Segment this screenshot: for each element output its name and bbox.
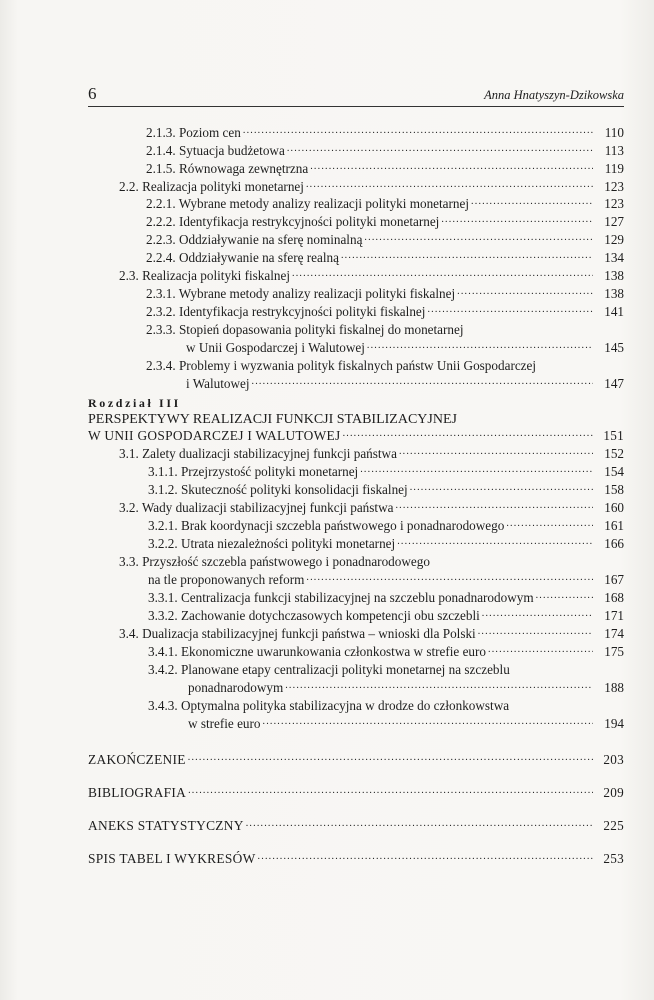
toc-entry-title: 2.3. Realizacja polityki fiskalnej [119,268,291,283]
toc-dot-leader [360,464,593,480]
toc-entry-page: 152 [604,446,624,461]
toc-entry [119,268,624,284]
toc-entry-page: 151 [603,428,624,443]
toc-dot-leader [292,268,593,284]
toc-entry [146,143,624,159]
toc-entry-title: 3.1. Zalety dualizacji stabilizacyjnej funkcji państwa [119,446,397,461]
toc-entry [119,179,624,195]
toc-entry [146,125,624,141]
toc-dot-leader [306,179,593,195]
toc-entry [146,304,624,320]
toc-entry-page: 225 [603,818,624,833]
toc-entry [119,446,624,462]
toc-entry-page: 145 [604,340,624,355]
toc-entry-page: 166 [604,536,624,551]
toc-entry [148,572,624,588]
toc-dot-leader [399,446,593,462]
toc-entry-page: 134 [604,250,624,265]
toc-entry-title: ANEKS STATYSTYCZNY [88,818,244,833]
toc-entry-page: 141 [604,304,624,319]
toc-entry-page: 175 [604,644,624,659]
toc-entry-title: 3.4.1. Ekonomiczne uwarunkowania członkostwa w strefie euro [148,644,487,659]
toc-entry [148,608,624,624]
chapter-title-line-1: PERSPEKTYWY REALIZACJI FUNKCJI STABILIZACYJNEJ [88,412,457,427]
chapter-title-line-2: W UNII GOSPODARCZEJ I WALUTOWEJ [88,428,341,443]
toc-dot-leader [471,196,593,212]
toc-dot-leader [536,590,593,606]
toc-entry-title: 2.2.2. Identyfikacja restrykcyjności polityki monetarnej [146,214,440,229]
toc-dot-leader [397,536,593,552]
toc-entry [146,250,624,266]
toc-dot-leader [482,608,593,624]
toc-dot-leader [243,125,593,141]
toc-entry-page: 174 [604,626,624,641]
toc-entry-title: 2.3.1. Wybrane metody analizy realizacji polityki fiskalnej [146,286,456,301]
toc-entry [188,716,624,732]
toc-entry [119,500,624,516]
toc-dot-leader [188,785,593,801]
toc-entry-page: 188 [604,680,624,695]
toc-entry-page: 209 [603,785,624,800]
toc-entry [119,626,624,642]
toc-entry-title: BIBLIOGRAFIA [88,785,187,800]
toc-entry-title: w strefie euro [188,716,261,731]
toc-dot-leader [478,626,593,642]
toc-entry-page: 138 [604,286,624,301]
toc-entry-title: 2.3.4. Problemy i wyzwania polityk fiskalnych państw Unii Gospodarczej [146,358,537,373]
toc-entry [146,232,624,248]
toc-entry [148,590,624,606]
toc-dot-leader [427,304,593,320]
toc-entry [148,482,624,498]
toc-entry-title: 3.3.1. Centralizacja funkcji stabilizacyjnej na szczeblu ponadnarodowym [148,590,534,605]
toc-entry-title: 3.4.2. Planowane etapy centralizacji polityki monetarnej na szczeblu [148,662,510,677]
toc-dot-leader [395,500,593,516]
toc-entry [88,785,624,801]
toc-entry-title: 3.2.1. Brak koordynacji szczebla państwowego i ponadnarodowego [148,518,505,533]
toc-entry [148,464,624,480]
toc-entry-page: 161 [604,518,624,533]
toc-dot-leader [506,518,593,534]
toc-dot-leader [488,644,593,660]
running-header-author: Anna Hnatyszyn-Dzikowska [484,88,624,102]
toc-dot-leader [252,376,593,392]
toc-dot-leader [364,232,593,248]
toc-entry [88,752,624,768]
toc-entry-page: 147 [604,376,624,391]
toc-entry-title: w Unii Gospodarczej i Walutowej [186,340,365,355]
toc-entry-page: 154 [604,464,624,479]
toc-entry-page: 113 [604,143,624,158]
toc-entry-title: 3.4. Dualizacja stabilizacyjnej funkcji państwa – wnioski dla Polski [119,626,476,641]
toc-dot-leader [367,340,593,356]
toc-dot-leader [246,818,593,834]
toc-entry-page: 123 [604,196,624,211]
toc-entry [146,286,624,302]
toc-entry-title: 3.2. Wady dualizacji stabilizacyjnej funkcji państwa [119,500,394,515]
toc-entry [146,196,624,212]
toc-entry-title: 3.2.2. Utrata niezależności polityki monetarnej [148,536,396,551]
toc-dot-leader [457,286,593,302]
toc-dot-leader [343,428,593,444]
toc-entry-page: 168 [604,590,624,605]
toc-entry-page: 203 [603,752,624,767]
toc-entry-page: 138 [604,268,624,283]
toc-dot-leader [188,752,593,768]
toc-entry-page: 123 [604,179,624,194]
toc-entry-title: na tle proponowanych reform [148,572,305,587]
toc-entry-page: 110 [604,125,624,140]
toc-entry-title: SPIS TABEL I WYKRESÓW [88,851,256,866]
toc-entry [146,161,624,177]
toc-entry [186,376,624,392]
toc-entry-title: 3.3.2. Zachowanie dotychczasowych kompetencji obu szczebli [148,608,480,623]
toc-entry-title: 2.2.4. Oddziaływanie na sferę realną [146,250,339,265]
toc-entry-page: 253 [603,851,624,866]
toc-entry-title: 2.2.1. Wybrane metody analizy realizacji polityki monetarnej [146,196,470,211]
toc-entry-title: 2.1.3. Poziom cen [146,125,241,140]
toc-entry-title: 3.3. Przyszłość szczebla państwowego i ponadnarodowego [119,554,430,569]
toc-entry-page: 119 [604,161,624,176]
toc-entry [148,518,624,534]
toc-dot-leader [410,482,593,498]
toc-dot-leader [306,572,593,588]
toc-entry-page: 167 [604,572,624,587]
toc-entry-title: 2.3.2. Identyfikacja restrykcyjności polityki fiskalnej [146,304,426,319]
toc-entry-page: 129 [604,232,624,247]
toc-dot-leader [341,250,593,266]
toc-dot-leader [258,851,593,867]
toc-entry-title: 3.1.2. Skuteczność polityki konsolidacji fiskalnej [148,482,408,497]
page-number: 6 [88,84,97,103]
toc-entry [186,340,624,356]
toc-dot-leader [287,143,593,159]
toc-entry-title: ponadnarodowym [188,680,284,695]
toc-entry-page: 158 [604,482,624,497]
toc-entry [188,680,624,696]
toc-entry [148,644,624,660]
toc-entry-title: 2.1.5. Równowaga zewnętrzna [146,161,309,176]
toc-entry-page: 127 [604,214,624,229]
toc-entry-title: 2.3.3. Stopień dopasowania polityki fiskalnej do monetarnej [146,322,464,337]
chapter-label: Rozdział III [88,396,181,410]
toc-entry-title: 3.1.1. Przejrzystość polityki monetarnej [148,464,359,479]
toc-entry-title: 2.2.3. Oddziaływanie na sferę nominalną [146,232,363,247]
toc-entry-title: i Walutowej [186,376,250,391]
toc-entry [88,818,624,834]
toc-entry-title: 3.4.3. Optymalna polityka stabilizacyjna w drodze do członkowstwa [148,698,510,713]
toc-dot-leader [441,214,593,230]
header-rule [88,106,624,107]
toc-entry-title: 2.1.4. Sytuacja budżetowa [146,143,285,158]
toc-entry [88,851,624,867]
toc-dot-leader [310,161,593,177]
toc-entry [88,428,624,444]
toc-entry-title: 2.2. Realizacja polityki monetarnej [119,179,304,194]
toc-entry [148,536,624,552]
toc-entry-page: 194 [604,716,624,731]
toc-entry-title: ZAKOŃCZENIE [88,752,186,767]
toc-dot-leader [263,716,594,732]
toc-entry-page: 171 [604,608,624,623]
toc-dot-leader [285,680,593,696]
toc-entry [146,214,624,230]
toc-entry-page: 160 [604,500,624,515]
